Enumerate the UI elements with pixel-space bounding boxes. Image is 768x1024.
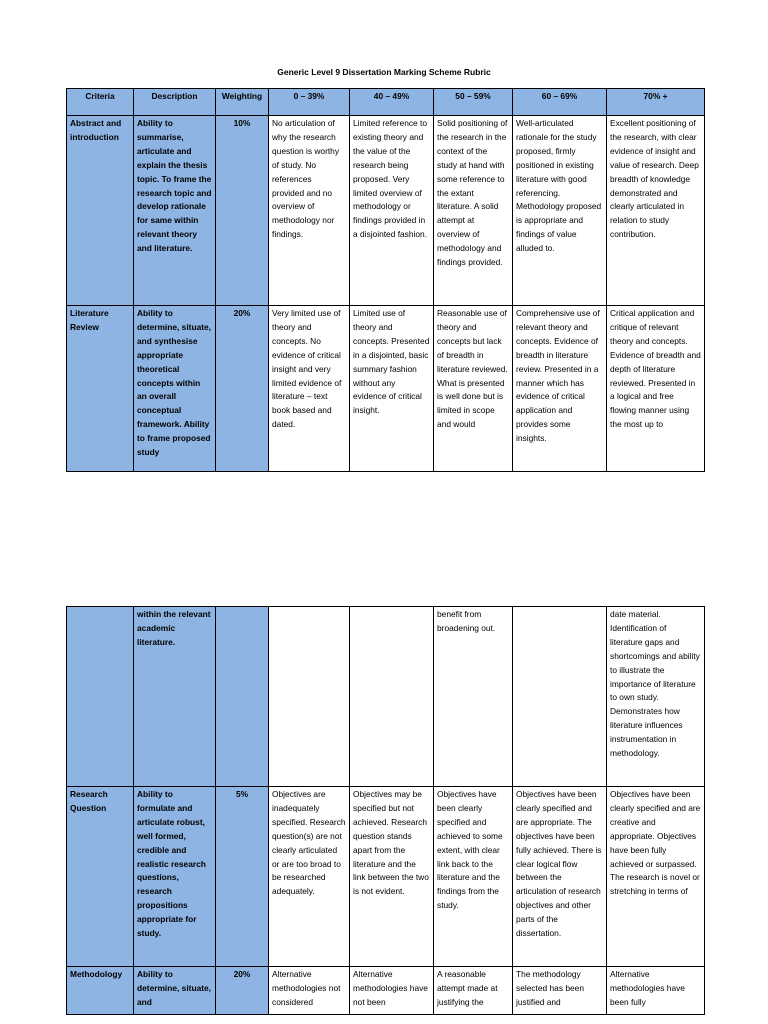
header-band-40-49: 40 – 49% <box>350 89 434 116</box>
description-cell: Ability to summarise, articulate and explain the thesis topic. To frame the research topic and develop rationale for same within relevant theory and literature. <box>134 116 216 306</box>
band-cell: Limited reference to existing theory and the value of the research being proposed. Very limited overview of methodology or findings provided in a disjointed fashion. <box>350 116 434 306</box>
description-cell: Ability to determine, situate, and <box>134 967 216 1015</box>
band-cell: Objectives have been clearly specified and are appropriate. The objectives have been fully achieved. There is clear logical flow between the articulation of research objectives and other parts of the dissertation. <box>513 787 607 967</box>
table-row <box>67 116 705 306</box>
table-row <box>67 306 705 472</box>
document-title: Generic Level 9 Dissertation Marking Scheme Rubric <box>277 67 491 77</box>
weighting-cell: 20% <box>216 306 269 472</box>
header-description: Description <box>134 89 216 116</box>
header-row <box>67 89 705 116</box>
table-row <box>67 607 705 787</box>
weighting-cell: 10% <box>216 116 269 306</box>
criteria-cell: Methodology <box>67 967 134 1015</box>
band-cell: Comprehensive use of relevant theory and concepts. Evidence of breadth in literature review. Presented in a manner which has evidence of critical application and provides some insights. <box>513 306 607 472</box>
band-cell: Solid positioning of the research in the context of the study at hand with some reference to the extant literature. A solid attempt at overview of methodology and findings provided. <box>434 116 513 306</box>
weighting-cell: 20% <box>216 967 269 1015</box>
description-cell: Ability to determine, situate, and synthesise appropriate theoretical concepts within an overall conceptual framework. Ability to frame proposed study <box>134 306 216 472</box>
band-cell: Reasonable use of theory and concepts but lack of breadth in literature reviewed. What is presented is well done but is limited in scope and would <box>434 306 513 472</box>
criteria-cell <box>67 607 134 787</box>
rubric-table-page2 <box>66 606 705 1015</box>
band-cell: Critical application and critique of relevant theory and concepts. Evidence of breadth and depth of literature reviewed. Presented in a logical and free flowing manner using the most up to <box>607 306 705 472</box>
band-cell: Objectives have been clearly specified and achieved to some extent, with clear link back to the literature and the findings from the study. <box>434 787 513 967</box>
weighting-cell: 5% <box>216 787 269 967</box>
band-cell: Alternative methodologies have been fully <box>607 967 705 1015</box>
band-cell: Very limited use of theory and concepts. No evidence of critical insight and very limited evidence of literature – text book based and dated. <box>269 306 350 472</box>
header-weighting: Weighting <box>216 89 269 116</box>
band-cell: A reasonable attempt made at justifying the <box>434 967 513 1015</box>
band-cell: benefit from broadening out. <box>434 607 513 787</box>
band-cell: Objectives are inadequately specified. Research question(s) are not clearly articulated or are too broad to be researched adequately. <box>269 787 350 967</box>
header-band-50-59: 50 – 59% <box>434 89 513 116</box>
band-cell: date material. Identification of literature gaps and shortcomings and ability to illustrate the importance of literature to own study. Demonstrates how literature influences instrumentation in methodology. <box>607 607 705 787</box>
criteria-cell: Research Question <box>67 787 134 967</box>
criteria-cell: Abstract and introduction <box>67 116 134 306</box>
band-cell <box>350 607 434 787</box>
description-cell: within the relevant academic literature. <box>134 607 216 787</box>
header-band-0-39: 0 – 39% <box>269 89 350 116</box>
band-cell: Objectives have been clearly specified and are creative and appropriate. Objectives have been fully achieved or surpassed. The research is novel or stretching in terms of <box>607 787 705 967</box>
band-cell: Well-articulated rationale for the study proposed, firmly positioned in existing literature with good referencing. Methodology proposed is appropriate and findings of value alluded to. <box>513 116 607 306</box>
band-cell: Objectives may be specified but not achieved. Research question stands apart from the literature and the link between the two is not evident. <box>350 787 434 967</box>
band-cell: No articulation of why the research question is worthy of study. No references provided and no overview of methodology nor findings. <box>269 116 350 306</box>
band-cell: The methodology selected has been justified and <box>513 967 607 1015</box>
table-row <box>67 787 705 967</box>
band-cell: Alternative methodologies not considered <box>269 967 350 1015</box>
criteria-cell: Literature Review <box>67 306 134 472</box>
table-row <box>67 967 705 1015</box>
band-cell: Limited use of theory and concepts. Presented in a disjointed, basic summary fashion without any evidence of critical insight. <box>350 306 434 472</box>
description-cell: Ability to formulate and articulate robust, well formed, credible and realistic research questions, research propositions appropriate for study. <box>134 787 216 967</box>
band-cell <box>269 607 350 787</box>
rubric-table-page1 <box>66 88 705 472</box>
header-band-70-plus: 70% + <box>607 89 705 116</box>
band-cell: Excellent positioning of the research, with clear evidence of insight and value of research. Deep breadth of knowledge demonstrated and clearly articulated in relation to study contribution. <box>607 116 705 306</box>
header-criteria: Criteria <box>67 89 134 116</box>
band-cell <box>513 607 607 787</box>
weighting-cell <box>216 607 269 787</box>
header-band-60-69: 60 – 69% <box>513 89 607 116</box>
band-cell: Alternative methodologies have not been <box>350 967 434 1015</box>
